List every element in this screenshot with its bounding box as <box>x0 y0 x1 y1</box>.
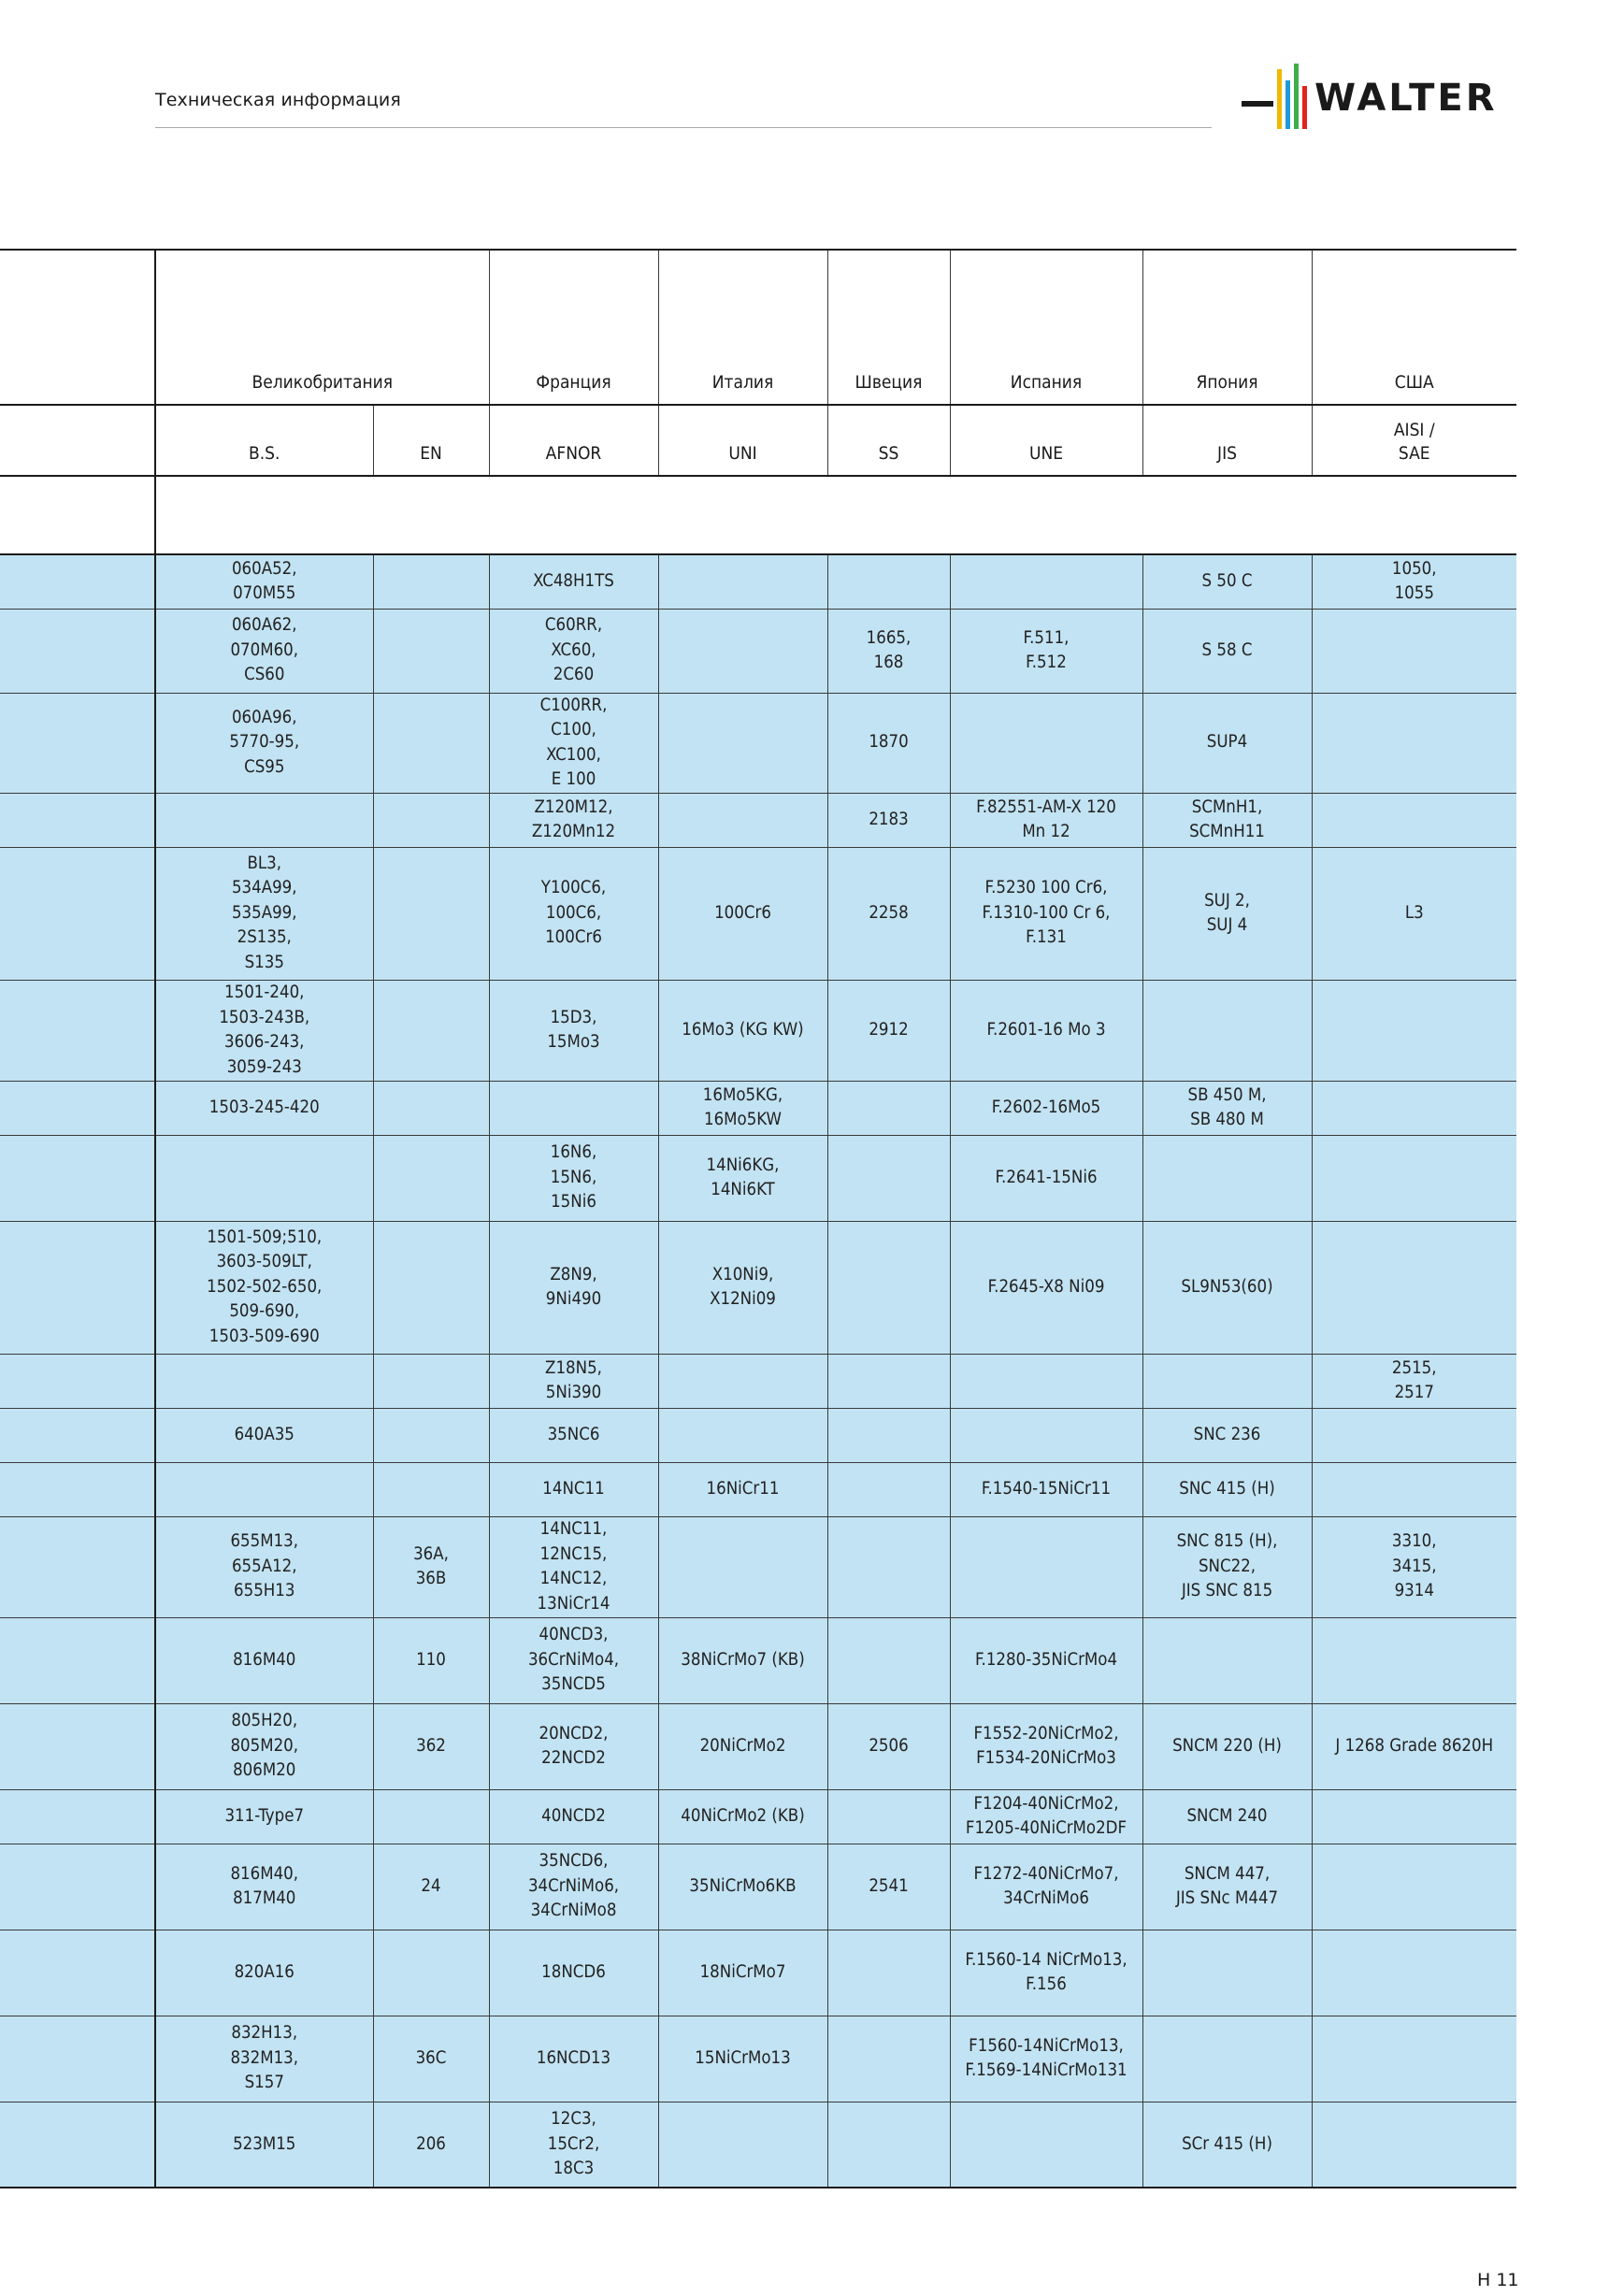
table-row <box>0 980 1516 1081</box>
table-row <box>0 1408 1516 1462</box>
table-cell: 40NCD3, 36CrNiMo4, 35NCD5 <box>489 1617 658 1703</box>
table-cell <box>373 693 489 793</box>
table-cell: F.1280-35NiCrMo4 <box>950 1617 1142 1703</box>
spacer-row <box>0 476 1516 554</box>
table-cell <box>827 1516 950 1617</box>
table-cell: 15D3, 15Mo3 <box>489 980 658 1081</box>
table-cell: 816M40 <box>155 1617 373 1703</box>
table-cell <box>950 554 1142 609</box>
table-cell: F.2602-16Mo5 <box>950 1081 1142 1135</box>
standard-header-cell: UNE <box>950 405 1142 476</box>
table-cell: 35NC6 <box>489 1408 658 1462</box>
country-header-cell: США <box>1312 250 1516 405</box>
table-cell: 14Ni6KG, 14Ni6KT <box>658 1135 827 1221</box>
table-cell <box>950 693 1142 793</box>
table-cell: 35NiCrMo6KB <box>658 1844 827 1930</box>
table-cell <box>373 1930 489 2016</box>
row-label-cell <box>0 476 155 554</box>
country-header-cell: Великобритания <box>155 250 489 405</box>
table-cell: X10Ni9, X12Ni09 <box>658 1221 827 1354</box>
table-cell <box>658 793 827 847</box>
table-cell: SL9N53(60) <box>1142 1221 1312 1354</box>
row-label-cell <box>0 693 155 793</box>
table-cell: 14NC11, 12NC15, 14NC12, 13NiCr14 <box>489 1516 658 1617</box>
country-header-cell: Япония <box>1142 250 1312 405</box>
table-cell: 060A52, 070M55 <box>155 554 373 609</box>
table-cell: Z120M12, Z120Mn12 <box>489 793 658 847</box>
table-cell: SUP4 <box>1142 693 1312 793</box>
table-cell: 640A35 <box>155 1408 373 1462</box>
table-cell <box>827 554 950 609</box>
page-number: H 11 <box>1477 2270 1519 2290</box>
table-cell: 16Mo5KG, 16Mo5KW <box>658 1081 827 1135</box>
table-cell <box>155 1135 373 1221</box>
table-cell <box>1312 1844 1516 1930</box>
row-label-cell <box>0 1354 155 1408</box>
table-cell <box>658 693 827 793</box>
row-label-cell <box>0 1703 155 1789</box>
table-cell <box>373 793 489 847</box>
table-cell: 2541 <box>827 1844 950 1930</box>
table-row <box>0 2102 1516 2188</box>
table-cell <box>373 1789 489 1844</box>
table-cell: 1501-240, 1503-243B, 3606-243, 3059-243 <box>155 980 373 1081</box>
table-cell: 820A16 <box>155 1930 373 2016</box>
table-cell: 2912 <box>827 980 950 1081</box>
table-cell: 20NiCrMo2 <box>658 1703 827 1789</box>
table-cell <box>1312 793 1516 847</box>
country-header-cell: Италия <box>658 250 827 405</box>
table-cell: 36C <box>373 2016 489 2102</box>
table-cell: F.5230 100 Cr6, F.1310-100 Cr 6, F.131 <box>950 847 1142 980</box>
table-cell: S 58 C <box>1142 609 1312 693</box>
table-cell <box>1142 2016 1312 2102</box>
table-cell <box>373 980 489 1081</box>
table-cell: 2183 <box>827 793 950 847</box>
table-cell <box>1312 1789 1516 1844</box>
walter-logo <box>1240 60 1520 135</box>
table-cell: F.2601-16 Mo 3 <box>950 980 1142 1081</box>
table-cell: 816M40, 817M40 <box>155 1844 373 1930</box>
table-cell: 110 <box>373 1617 489 1703</box>
table-cell: 15NiCrMo13 <box>658 2016 827 2102</box>
table-row <box>0 1703 1516 1789</box>
row-label-cell <box>0 609 155 693</box>
table-cell: 2506 <box>827 1703 950 1789</box>
table-cell <box>827 1789 950 1844</box>
table-row <box>0 1617 1516 1703</box>
table-cell: 1665, 168 <box>827 609 950 693</box>
table-cell <box>827 1221 950 1354</box>
table-cell: 206 <box>373 2102 489 2188</box>
table-cell: 35NCD6, 34CrNiMo6, 34CrNiMo8 <box>489 1844 658 1930</box>
table-cell: 3310, 3415, 9314 <box>1312 1516 1516 1617</box>
table-cell <box>827 1408 950 1462</box>
row-label-cell <box>0 1221 155 1354</box>
table-cell <box>155 793 373 847</box>
table-row <box>0 2016 1516 2102</box>
table-cell <box>1142 1930 1312 2016</box>
table-cell: F1560-14NiCrMo13, F.1569-14NiCrMo131 <box>950 2016 1142 2102</box>
table-cell <box>373 1135 489 1221</box>
country-header-cell: Франция <box>489 250 658 405</box>
table-cell <box>827 1462 950 1516</box>
standard-header-cell: AISI / SAE <box>1312 405 1516 476</box>
table-cell <box>827 1081 950 1135</box>
row-label-cell <box>0 250 155 405</box>
standard-header-cell: B.S. <box>155 405 373 476</box>
table-cell <box>1142 1135 1312 1221</box>
table-cell <box>658 2102 827 2188</box>
table-row <box>0 1462 1516 1516</box>
row-label-cell <box>0 405 155 476</box>
table-cell <box>1312 1135 1516 1221</box>
table-row <box>0 847 1516 980</box>
row-label-cell <box>0 1617 155 1703</box>
table-cell: BL3, 534A99, 535A99, 2S135, S135 <box>155 847 373 980</box>
table-cell: SUJ 2, SUJ 4 <box>1142 847 1312 980</box>
table-cell: 2515, 2517 <box>1312 1354 1516 1408</box>
standard-header-cell: JIS <box>1142 405 1312 476</box>
table-cell: SNC 815 (H), SNC22, JIS SNC 815 <box>1142 1516 1312 1617</box>
row-label-cell <box>0 2102 155 2188</box>
country-header-cell: Швеция <box>827 250 950 405</box>
table-cell <box>827 1135 950 1221</box>
table-cell: 16Mo3 (KG KW) <box>658 980 827 1081</box>
table-row <box>0 1221 1516 1354</box>
table-cell <box>950 1516 1142 1617</box>
table-cell: Y100C6, 100C6, 100Cr6 <box>489 847 658 980</box>
table-cell <box>1312 1221 1516 1354</box>
table-cell: 1501-509;510, 3603-509LT, 1502-502-650, 509-690, 1503-509-690 <box>155 1221 373 1354</box>
table-cell <box>373 609 489 693</box>
table-cell: J 1268 Grade 8620H <box>1312 1703 1516 1789</box>
table-cell: 12C3, 15Cr2, 18C3 <box>489 2102 658 2188</box>
table-cell <box>373 1462 489 1516</box>
table-cell <box>155 1462 373 1516</box>
table-row <box>0 554 1516 609</box>
spacer-cell <box>155 476 1516 554</box>
table-cell <box>827 2102 950 2188</box>
table-cell: 2258 <box>827 847 950 980</box>
table-cell: 060A96, 5770-95, CS95 <box>155 693 373 793</box>
table-cell: 18NiCrMo7 <box>658 1930 827 2016</box>
table-cell: 655M13, 655A12, 655H13 <box>155 1516 373 1617</box>
table-cell: 1870 <box>827 693 950 793</box>
table-cell <box>1312 1462 1516 1516</box>
table-cell <box>1312 1081 1516 1135</box>
standard-header-row <box>0 405 1516 476</box>
table-cell <box>950 2102 1142 2188</box>
table-cell <box>1142 980 1312 1081</box>
table-cell: 38NiCrMo7 (KB) <box>658 1617 827 1703</box>
table-cell: SNCM 447, JIS SNc M447 <box>1142 1844 1312 1930</box>
table-cell <box>1312 2102 1516 2188</box>
table-row <box>0 1081 1516 1135</box>
table-cell <box>373 1221 489 1354</box>
table-cell: SCMnH1, SCMnH11 <box>1142 793 1312 847</box>
table-cell: F.2641-15Ni6 <box>950 1135 1142 1221</box>
standard-header-cell: AFNOR <box>489 405 658 476</box>
table-row <box>0 609 1516 693</box>
table-cell <box>658 1354 827 1408</box>
header-divider <box>155 127 1212 128</box>
table-row <box>0 1789 1516 1844</box>
table-cell <box>373 1354 489 1408</box>
table-cell: 16NCD13 <box>489 2016 658 2102</box>
row-label-cell <box>0 1930 155 2016</box>
table-cell: F1204-40NiCrMo2, F1205-40NiCrMo2DF <box>950 1789 1142 1844</box>
table-row <box>0 1354 1516 1408</box>
table-cell: 100Cr6 <box>658 847 827 980</box>
table-cell <box>1312 980 1516 1081</box>
table-cell <box>1142 1617 1312 1703</box>
table-cell <box>1312 2016 1516 2102</box>
table-cell: F.2645-X8 Ni09 <box>950 1221 1142 1354</box>
table-cell: 1503-245-420 <box>155 1081 373 1135</box>
row-label-cell <box>0 1135 155 1221</box>
standard-header-cell: EN <box>373 405 489 476</box>
table-cell: 40NCD2 <box>489 1789 658 1844</box>
table-cell: 18NCD6 <box>489 1930 658 2016</box>
row-label-cell <box>0 554 155 609</box>
table-cell <box>658 1516 827 1617</box>
table-cell: 805H20, 805M20, 806M20 <box>155 1703 373 1789</box>
table-cell: 1050, 1055 <box>1312 554 1516 609</box>
table-cell: SNC 236 <box>1142 1408 1312 1462</box>
table-cell <box>827 2016 950 2102</box>
page-header-title: Техническая информация <box>155 90 401 110</box>
table-cell <box>950 1408 1142 1462</box>
walter-logo-text: WALTER <box>1314 77 1498 120</box>
row-label-cell <box>0 2016 155 2102</box>
table-cell: Z18N5, 5Ni390 <box>489 1354 658 1408</box>
table-cell: F.82551-AM-X 120 Mn 12 <box>950 793 1142 847</box>
row-label-cell <box>0 1408 155 1462</box>
table-cell: F.1560-14 NiCrMo13, F.156 <box>950 1930 1142 2016</box>
table-cell <box>658 609 827 693</box>
table-cell: 20NCD2, 22NCD2 <box>489 1703 658 1789</box>
table-row <box>0 1516 1516 1617</box>
row-label-cell <box>0 1462 155 1516</box>
table-cell: SB 450 M, SB 480 M <box>1142 1081 1312 1135</box>
table-cell: F.511, F.512 <box>950 609 1142 693</box>
table-cell: Z8N9, 9Ni490 <box>489 1221 658 1354</box>
walter-logo-mark-icon <box>1240 60 1314 135</box>
table-cell <box>827 1930 950 2016</box>
table-cell: S 50 C <box>1142 554 1312 609</box>
table-cell <box>373 1081 489 1135</box>
table-cell: 24 <box>373 1844 489 1930</box>
table-row <box>0 1135 1516 1221</box>
table-cell: 36A, 36B <box>373 1516 489 1617</box>
row-label-cell <box>0 980 155 1081</box>
table-cell: F1552-20NiCrMo2, F1534-20NiCrMo3 <box>950 1703 1142 1789</box>
table-cell <box>827 1354 950 1408</box>
table-cell <box>1312 609 1516 693</box>
table-cell <box>1142 1354 1312 1408</box>
country-header-cell: Испания <box>950 250 1142 405</box>
table-cell <box>1312 1408 1516 1462</box>
table-cell <box>155 1354 373 1408</box>
standard-header-cell: SS <box>827 405 950 476</box>
table-row <box>0 1844 1516 1930</box>
table-row <box>0 1930 1516 2016</box>
table-cell <box>373 554 489 609</box>
table-row <box>0 693 1516 793</box>
standard-header-cell: UNI <box>658 405 827 476</box>
table-cell: L3 <box>1312 847 1516 980</box>
row-label-cell <box>0 793 155 847</box>
table-cell: C60RR, XC60, 2C60 <box>489 609 658 693</box>
table-cell <box>827 1617 950 1703</box>
table-cell: SNCM 240 <box>1142 1789 1312 1844</box>
table-cell: 40NiCrMo2 (KB) <box>658 1789 827 1844</box>
table-cell: SNCM 220 (H) <box>1142 1703 1312 1789</box>
table-cell <box>373 1408 489 1462</box>
table-cell: 523M15 <box>155 2102 373 2188</box>
table-cell: XC48H1TS <box>489 554 658 609</box>
table-cell: F.1540-15NiCr11 <box>950 1462 1142 1516</box>
table-cell: F1272-40NiCrMo7, 34CrNiMo6 <box>950 1844 1142 1930</box>
row-label-cell <box>0 1516 155 1617</box>
table-cell <box>1312 1617 1516 1703</box>
table-cell <box>658 554 827 609</box>
table-row <box>0 793 1516 847</box>
row-label-cell <box>0 847 155 980</box>
table-cell: 16N6, 15N6, 15Ni6 <box>489 1135 658 1221</box>
table-cell: 832H13, 832M13, S157 <box>155 2016 373 2102</box>
row-label-cell <box>0 1844 155 1930</box>
row-label-cell <box>0 1081 155 1135</box>
material-equivalents-table <box>0 249 1516 2188</box>
table-cell: SCr 415 (H) <box>1142 2102 1312 2188</box>
table-cell <box>1312 693 1516 793</box>
table-cell: SNC 415 (H) <box>1142 1462 1312 1516</box>
table-cell <box>658 1408 827 1462</box>
table-cell <box>950 1354 1142 1408</box>
table-cell: 14NC11 <box>489 1462 658 1516</box>
table-cell: 16NiCr11 <box>658 1462 827 1516</box>
table-cell <box>373 847 489 980</box>
row-label-cell <box>0 1789 155 1844</box>
table-cell: 311-Type7 <box>155 1789 373 1844</box>
table-cell <box>489 1081 658 1135</box>
table-cell <box>1312 1930 1516 2016</box>
table-cell: 362 <box>373 1703 489 1789</box>
table-cell: 060A62, 070M60, CS60 <box>155 609 373 693</box>
table-cell: C100RR, C100, XC100, E 100 <box>489 693 658 793</box>
country-header-row <box>0 250 1516 405</box>
